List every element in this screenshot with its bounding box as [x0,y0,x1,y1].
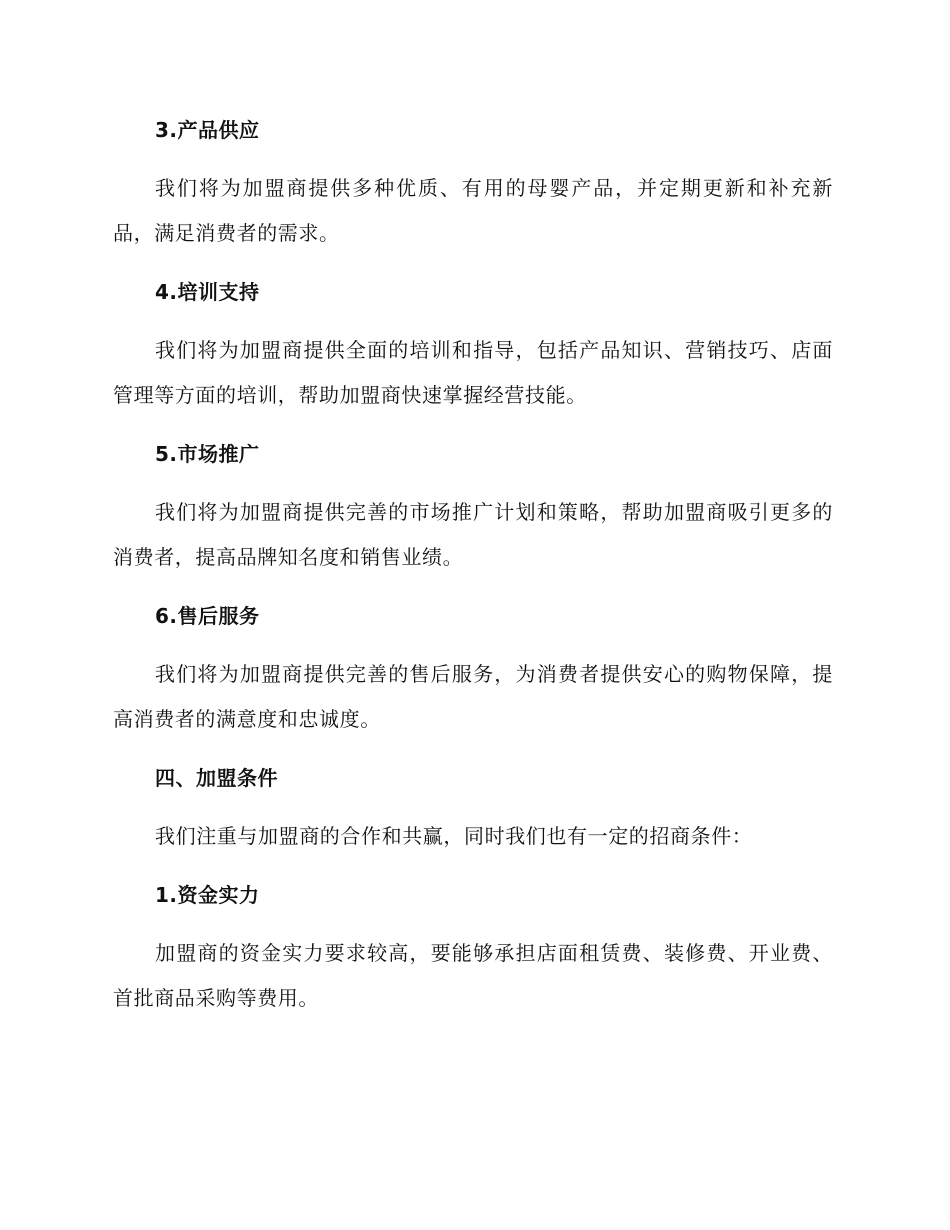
section-heading-marketing: 5.市场推广 [155,442,260,466]
section-heading-franchise-conditions: 四、加盟条件 [155,766,278,790]
paragraph-product-supply: 我们将为加盟商提供多种优质、有用的母婴产品，并定期更新和补充新品，满足消费者的需求。 [113,176,833,245]
document-body [113,108,833,1021]
paragraph-after-sales: 我们将为加盟商提供完善的售后服务，为消费者提供安心的购物保障，提高消费者的满意度和忠诚度。 [113,662,833,731]
section-heading-training-support: 4.培训支持 [155,280,260,304]
paragraph-training-support: 我们将为加盟商提供全面的培训和指导，包括产品知识、营销技巧、店面管理等方面的培训，帮助加盟商快速掌握经营技能。 [113,338,833,407]
paragraph-marketing: 我们将为加盟商提供完善的市场推广计划和策略，帮助加盟商吸引更多的消费者，提高品牌知名度和销售业绩。 [113,500,833,569]
paragraph-franchise-conditions: 我们注重与加盟商的合作和共赢，同时我们也有一定的招商条件： [155,824,753,848]
paragraph-capital: 加盟商的资金实力要求较高，要能够承担店面租赁费、装修费、开业费、首批商品采购等费用。 [113,941,833,1010]
section-heading-capital: 1.资金实力 [155,883,260,907]
section-heading-after-sales: 6.售后服务 [155,604,260,628]
section-heading-product-supply: 3.产品供应 [155,118,260,142]
